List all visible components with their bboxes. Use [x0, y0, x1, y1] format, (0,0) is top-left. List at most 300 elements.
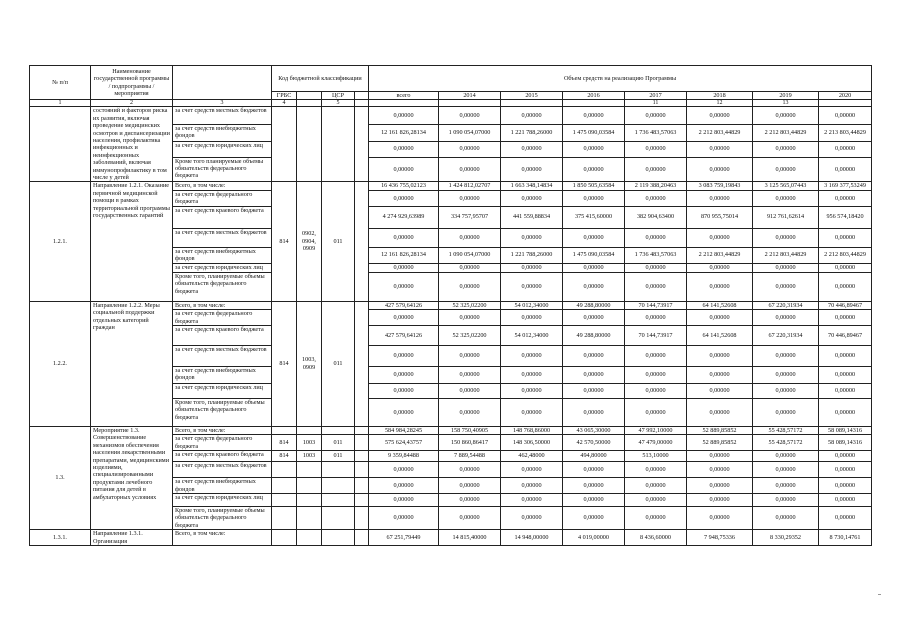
code-rzpr [297, 426, 322, 434]
code-grbs [272, 426, 297, 434]
value-year: 2 212 803,44829 [753, 124, 819, 141]
code-grbs [272, 493, 297, 506]
code-grbs [272, 107, 297, 182]
value-year: 0,00000 [687, 157, 753, 182]
index-cell [819, 100, 872, 107]
value-year: 58 089,14316 [819, 426, 872, 434]
value-total: 0,00000 [369, 157, 439, 182]
header-year: 2019 [753, 92, 819, 100]
value-year: 2 213 803,44829 [819, 124, 872, 141]
header-name: Наименование государственной программы / подпрограммы / мероприятия [91, 66, 173, 100]
value-total: 0,00000 [369, 345, 439, 366]
value-year: 0,00000 [625, 228, 687, 247]
section-name: Направление 1.2.2. Меры социальной поддержки отдельных категорий граждан [91, 301, 173, 426]
value-year: 0,00000 [501, 107, 563, 124]
code-csr [322, 478, 355, 494]
code-rzpr [297, 530, 322, 546]
code-vr [355, 107, 369, 182]
value-year: 70 144,73917 [625, 301, 687, 309]
table-row [30, 301, 872, 309]
value-total: 0,00000 [369, 366, 439, 383]
value-year: 462,48000 [501, 451, 563, 462]
header-grbs: ГРБС [272, 92, 297, 100]
value-year: 0,00000 [819, 493, 872, 506]
budget-table-body [30, 107, 872, 546]
code-csr [322, 493, 355, 506]
table-row [30, 107, 872, 124]
funding-source: Кроме того, планируемые объемы обязательств федерального бюджета [173, 272, 272, 301]
value-year: 0,00000 [563, 478, 625, 494]
value-year: 0,00000 [753, 451, 819, 462]
value-year: 54 012,34000 [501, 325, 563, 345]
header-vr [355, 92, 369, 100]
section-number: 1.2.1. [30, 182, 91, 301]
value-year: 0,00000 [439, 272, 501, 301]
budget-table-sheet [29, 65, 871, 546]
value-year: 0,00000 [819, 478, 872, 494]
index-cell: 1 [30, 100, 91, 107]
value-year: 0,00000 [439, 478, 501, 494]
value-year: 150 860,86417 [439, 435, 501, 451]
value-year: 3 169 377,53249 [819, 182, 872, 190]
header-year: 2020 [819, 92, 872, 100]
value-year: 0,00000 [439, 366, 501, 383]
section-number: 1.3. [30, 426, 91, 529]
value-total: 9 359,84488 [369, 451, 439, 462]
funding-source: за счет средств краевого бюджета [173, 325, 272, 345]
value-year: 0,00000 [625, 398, 687, 426]
value-year: 52 325,02200 [439, 301, 501, 309]
funding-source: за счет средств местных бюджетов [173, 345, 272, 366]
index-cell [369, 100, 439, 107]
index-cell: 2 [91, 100, 173, 107]
value-year: 0,00000 [625, 272, 687, 301]
value-year: 513,10000 [625, 451, 687, 462]
value-year: 0,00000 [501, 141, 563, 157]
value-total: 4 274 929,63989 [369, 206, 439, 228]
funding-source: Всего, в том числе: [173, 530, 272, 546]
section-number: 1.2.2. [30, 301, 91, 426]
header-year: 2018 [687, 92, 753, 100]
value-year: 0,00000 [625, 345, 687, 366]
value-year: 55 428,57172 [753, 435, 819, 451]
value-total: 16 436 755,02123 [369, 182, 439, 190]
code-rzpr [297, 478, 322, 494]
value-year: 0,00000 [439, 345, 501, 366]
value-year: 0,00000 [753, 157, 819, 182]
header-year: 2017 [625, 92, 687, 100]
value-year: 0,00000 [439, 462, 501, 478]
value-total: 0,00000 [369, 478, 439, 494]
value-year: 0,00000 [625, 190, 687, 206]
value-year: 0,00000 [501, 272, 563, 301]
code-grbs [272, 506, 297, 529]
value-total: 0,00000 [369, 107, 439, 124]
value-total: 427 579,64126 [369, 301, 439, 309]
value-year: 0,00000 [819, 263, 872, 272]
value-year: 0,00000 [753, 493, 819, 506]
value-year: 0,00000 [563, 462, 625, 478]
value-year: 0,00000 [819, 141, 872, 157]
code-csr [322, 426, 355, 434]
header-year: 2016 [563, 92, 625, 100]
value-total: 67 251,79449 [369, 530, 439, 546]
value-year: 2 212 803,44829 [687, 247, 753, 263]
code-grbs: 814 [272, 301, 297, 426]
section-number: 1.3.1. [30, 530, 91, 546]
value-year: 0,00000 [501, 493, 563, 506]
value-year: 0,00000 [563, 263, 625, 272]
code-vr [355, 462, 369, 478]
index-cell: 11 [625, 100, 687, 107]
funding-source: за счет средств федерального бюджета [173, 435, 272, 451]
value-year: 0,00000 [501, 190, 563, 206]
value-total: 12 161 826,28134 [369, 247, 439, 263]
index-cell: 12 [687, 100, 753, 107]
value-year: 0,00000 [501, 506, 563, 529]
value-year: 0,00000 [753, 272, 819, 301]
value-year: 0,00000 [819, 157, 872, 182]
value-year: 8 730,14761 [819, 530, 872, 546]
value-year: 70 446,89467 [819, 301, 872, 309]
value-year: 1 090 054,07000 [439, 124, 501, 141]
index-cell: 5 [322, 100, 355, 107]
value-year: 67 220,31934 [753, 325, 819, 345]
table-row [30, 530, 872, 546]
code-vr [355, 451, 369, 462]
funding-source: за счет средств краевого бюджета [173, 206, 272, 228]
value-year: 0,00000 [753, 310, 819, 326]
value-year: 1 221 788,26000 [501, 124, 563, 141]
value-year: 0,00000 [687, 478, 753, 494]
value-year: 0,00000 [501, 462, 563, 478]
value-total: 0,00000 [369, 228, 439, 247]
value-year: 0,00000 [819, 506, 872, 529]
funding-source: Всего, в том числе: [173, 301, 272, 309]
value-year: 0,00000 [439, 190, 501, 206]
value-year: 0,00000 [563, 141, 625, 157]
value-year: 0,00000 [563, 107, 625, 124]
code-csr: 011 [322, 301, 355, 426]
funding-source: Кроме того планируемые объемы обязательств федерального бюджета [173, 157, 272, 182]
value-year: 1 475 090,03584 [563, 247, 625, 263]
value-year: 58 089,14316 [819, 435, 872, 451]
value-year: 494,80000 [563, 451, 625, 462]
value-year: 0,00000 [819, 310, 872, 326]
value-year: 0,00000 [625, 506, 687, 529]
value-year: 0,00000 [687, 366, 753, 383]
value-year: 14 815,40000 [439, 530, 501, 546]
funding-source: за счет средств внебюджетных фондов [173, 478, 272, 494]
value-year: 54 012,34000 [501, 301, 563, 309]
table-row [30, 182, 872, 190]
budget-table [29, 65, 872, 546]
funding-source: за счет средств краевого бюджета [173, 451, 272, 462]
value-year: 2 212 803,44829 [819, 247, 872, 263]
value-year: 1 736 483,57063 [625, 124, 687, 141]
value-year: 43 065,30000 [563, 426, 625, 434]
value-year: 0,00000 [819, 398, 872, 426]
value-year: 0,00000 [501, 398, 563, 426]
funding-source: за счет средств внебюджетных фондов [173, 366, 272, 383]
value-year: 0,00000 [687, 383, 753, 398]
value-total: 0,00000 [369, 383, 439, 398]
code-grbs [272, 478, 297, 494]
value-year: 49 288,80000 [563, 301, 625, 309]
code-vr [355, 493, 369, 506]
value-year: 158 750,40905 [439, 426, 501, 434]
value-year: 0,00000 [687, 190, 753, 206]
value-year: 42 570,50000 [563, 435, 625, 451]
index-cell: 4 [272, 100, 297, 107]
value-year: 0,00000 [687, 462, 753, 478]
index-cell: 3 [173, 100, 272, 107]
code-grbs [272, 530, 297, 546]
section-number [30, 107, 91, 182]
value-year: 2 119 388,20463 [625, 182, 687, 190]
value-total: 12 161 826,28134 [369, 124, 439, 141]
value-year: 0,00000 [501, 228, 563, 247]
value-year: 0,00000 [819, 272, 872, 301]
value-year: 0,00000 [501, 366, 563, 383]
funding-source: за счет средств федерального бюджета [173, 190, 272, 206]
value-year: 0,00000 [501, 345, 563, 366]
code-vr [355, 426, 369, 434]
value-year: 52 889,85852 [687, 435, 753, 451]
value-year: 1 475 090,03584 [563, 124, 625, 141]
value-year: 0,00000 [439, 228, 501, 247]
value-year: 0,00000 [819, 462, 872, 478]
code-rzpr [297, 462, 322, 478]
value-year: 0,00000 [753, 141, 819, 157]
value-year: 0,00000 [753, 228, 819, 247]
value-year: 0,00000 [753, 506, 819, 529]
value-year: 0,00000 [501, 310, 563, 326]
value-year: 0,00000 [753, 398, 819, 426]
code-csr [322, 506, 355, 529]
value-total: 0,00000 [369, 272, 439, 301]
value-year: 8 330,29352 [753, 530, 819, 546]
code-grbs [272, 462, 297, 478]
code-grbs: 814 [272, 451, 297, 462]
code-csr [322, 107, 355, 182]
funding-source: за счет средств юридических лиц [173, 141, 272, 157]
value-year: 382 904,63400 [625, 206, 687, 228]
value-total: 584 984,28245 [369, 426, 439, 434]
value-year: 0,00000 [625, 157, 687, 182]
value-total: 0,00000 [369, 141, 439, 157]
value-year: 49 288,80000 [563, 325, 625, 345]
value-year: 70 144,73917 [625, 325, 687, 345]
index-cell [501, 100, 563, 107]
value-year: 0,00000 [687, 310, 753, 326]
funding-source: за счет средств внебюджетных фондов [173, 124, 272, 141]
value-year: 0,00000 [687, 493, 753, 506]
value-year: 7 948,75336 [687, 530, 753, 546]
value-year: 0,00000 [563, 366, 625, 383]
value-year: 0,00000 [625, 263, 687, 272]
value-year: 956 574,18420 [819, 206, 872, 228]
code-csr: 011 [322, 435, 355, 451]
value-year: 0,00000 [819, 451, 872, 462]
value-year: 0,00000 [819, 345, 872, 366]
value-year: 0,00000 [563, 157, 625, 182]
value-year: 0,00000 [501, 478, 563, 494]
value-year: 0,00000 [563, 493, 625, 506]
funding-source: за счет средств местных бюджетов [173, 107, 272, 124]
code-vr [355, 506, 369, 529]
value-year: 870 955,75014 [687, 206, 753, 228]
value-year: 0,00000 [501, 263, 563, 272]
value-year: 0,00000 [563, 506, 625, 529]
value-year: 52 889,85852 [687, 426, 753, 434]
value-year: 0,00000 [563, 272, 625, 301]
value-year: 0,00000 [819, 107, 872, 124]
code-csr [322, 462, 355, 478]
code-rzpr: 1003, 0909 [297, 301, 322, 426]
funding-source: за счет средств местных бюджетов [173, 228, 272, 247]
funding-source: за счет средств внебюджетных фондов [173, 247, 272, 263]
value-year: 0,00000 [819, 383, 872, 398]
code-rzpr: 1003 [297, 451, 322, 462]
funding-source: за счет средств местных бюджетов [173, 462, 272, 478]
header-rzpr [297, 92, 322, 100]
value-year: 0,00000 [819, 190, 872, 206]
value-year: 0,00000 [625, 366, 687, 383]
value-year: 0,00000 [625, 493, 687, 506]
value-year: 0,00000 [687, 107, 753, 124]
value-year: 0,00000 [625, 462, 687, 478]
code-csr: 011 [322, 451, 355, 462]
value-year: 52 325,02200 [439, 325, 501, 345]
header-year: 2014 [439, 92, 501, 100]
code-vr [355, 478, 369, 494]
value-total: 0,00000 [369, 493, 439, 506]
code-rzpr [297, 107, 322, 182]
value-year: 148 306,50000 [501, 435, 563, 451]
value-year: 0,00000 [439, 107, 501, 124]
funding-source: Кроме того, планируемые объемы обязательств федерального бюджета [173, 398, 272, 426]
index-cell [297, 100, 322, 107]
value-year: 1 090 054,07000 [439, 247, 501, 263]
value-year: 0,00000 [687, 345, 753, 366]
code-rzpr [297, 493, 322, 506]
value-year: 0,00000 [439, 506, 501, 529]
code-vr [355, 301, 369, 426]
funding-source: за счет средств федерального бюджета [173, 310, 272, 326]
value-year: 8 436,60000 [625, 530, 687, 546]
code-vr [355, 182, 369, 301]
value-total: 0,00000 [369, 190, 439, 206]
value-year: 0,00000 [501, 157, 563, 182]
value-total: 427 579,64126 [369, 325, 439, 345]
value-year: 0,00000 [753, 383, 819, 398]
value-year: 7 889,54488 [439, 451, 501, 462]
value-total: 0,00000 [369, 506, 439, 529]
code-vr [355, 435, 369, 451]
value-year: 1 850 505,63584 [563, 182, 625, 190]
value-year: 0,00000 [439, 493, 501, 506]
value-year: 0,00000 [753, 107, 819, 124]
value-total: 0,00000 [369, 263, 439, 272]
value-year: 0,00000 [563, 345, 625, 366]
funding-source: за счет средств юридических лиц [173, 383, 272, 398]
value-year: 0,00000 [439, 310, 501, 326]
value-year: 0,00000 [687, 506, 753, 529]
header-num: № п/п [30, 66, 91, 100]
funding-source: Всего, в том числе: [173, 182, 272, 190]
value-total: 575 624,43757 [369, 435, 439, 451]
code-grbs: 814 [272, 182, 297, 301]
value-year: 912 761,62614 [753, 206, 819, 228]
funding-source: Кроме того, планируемые объемы обязательств федерального бюджета [173, 506, 272, 529]
section-name: Направление 1.3.1. Организация [91, 530, 173, 546]
header-total: всего [369, 92, 439, 100]
value-year: 2 212 803,44829 [687, 124, 753, 141]
value-total: 0,00000 [369, 462, 439, 478]
value-year: 0,00000 [439, 157, 501, 182]
value-year: 0,00000 [687, 398, 753, 426]
value-year: 1 663 348,14834 [501, 182, 563, 190]
code-grbs: 814 [272, 435, 297, 451]
value-year: 0,00000 [563, 190, 625, 206]
value-year: 64 141,52608 [687, 301, 753, 309]
section-name: Направление 1.2.1. Оказание первичной медицинской помощи в рамках территориальной программы государственных гарантий [91, 182, 173, 301]
value-year: 0,00000 [753, 462, 819, 478]
value-year: 1 424 812,02707 [439, 182, 501, 190]
index-cell [355, 100, 369, 107]
value-year: 0,00000 [819, 366, 872, 383]
value-year: 0,00000 [501, 383, 563, 398]
funding-source: Всего, в том числе: [173, 426, 272, 434]
value-year: 64 141,52608 [687, 325, 753, 345]
value-year: 0,00000 [625, 141, 687, 157]
value-year: 0,00000 [753, 263, 819, 272]
code-csr: 011 [322, 182, 355, 301]
header-volume-group: Объем средств на реализацию Программы [369, 66, 872, 92]
code-csr [322, 530, 355, 546]
header-code-group: Код бюджетной классификации [272, 66, 369, 92]
index-cell: 13 [753, 100, 819, 107]
value-year: 0,00000 [563, 310, 625, 326]
header-source [173, 66, 272, 100]
value-year: 2 212 803,44829 [753, 247, 819, 263]
value-year: 14 948,00000 [501, 530, 563, 546]
value-year: 67 220,31934 [753, 301, 819, 309]
value-year: 0,00000 [625, 478, 687, 494]
value-year: 0,00000 [687, 263, 753, 272]
value-year: 0,00000 [563, 398, 625, 426]
value-year: 0,00000 [563, 383, 625, 398]
value-year: 0,00000 [753, 190, 819, 206]
value-year: 0,00000 [625, 310, 687, 326]
value-year: 334 757,95707 [439, 206, 501, 228]
value-year: 47 992,10000 [625, 426, 687, 434]
value-year: 3 083 759,19843 [687, 182, 753, 190]
value-year: 0,00000 [753, 345, 819, 366]
value-year: 1 221 788,26000 [501, 247, 563, 263]
value-year: 0,00000 [753, 478, 819, 494]
funding-source: за счет средств юридических лиц [173, 263, 272, 272]
funding-source: за счет средств юридических лиц [173, 493, 272, 506]
code-vr [355, 530, 369, 546]
value-year: 1 736 483,57063 [625, 247, 687, 263]
value-total: 0,00000 [369, 310, 439, 326]
value-year: 55 428,57172 [753, 426, 819, 434]
table-row [30, 426, 872, 434]
value-year: 70 446,89467 [819, 325, 872, 345]
value-year: 148 768,86000 [501, 426, 563, 434]
